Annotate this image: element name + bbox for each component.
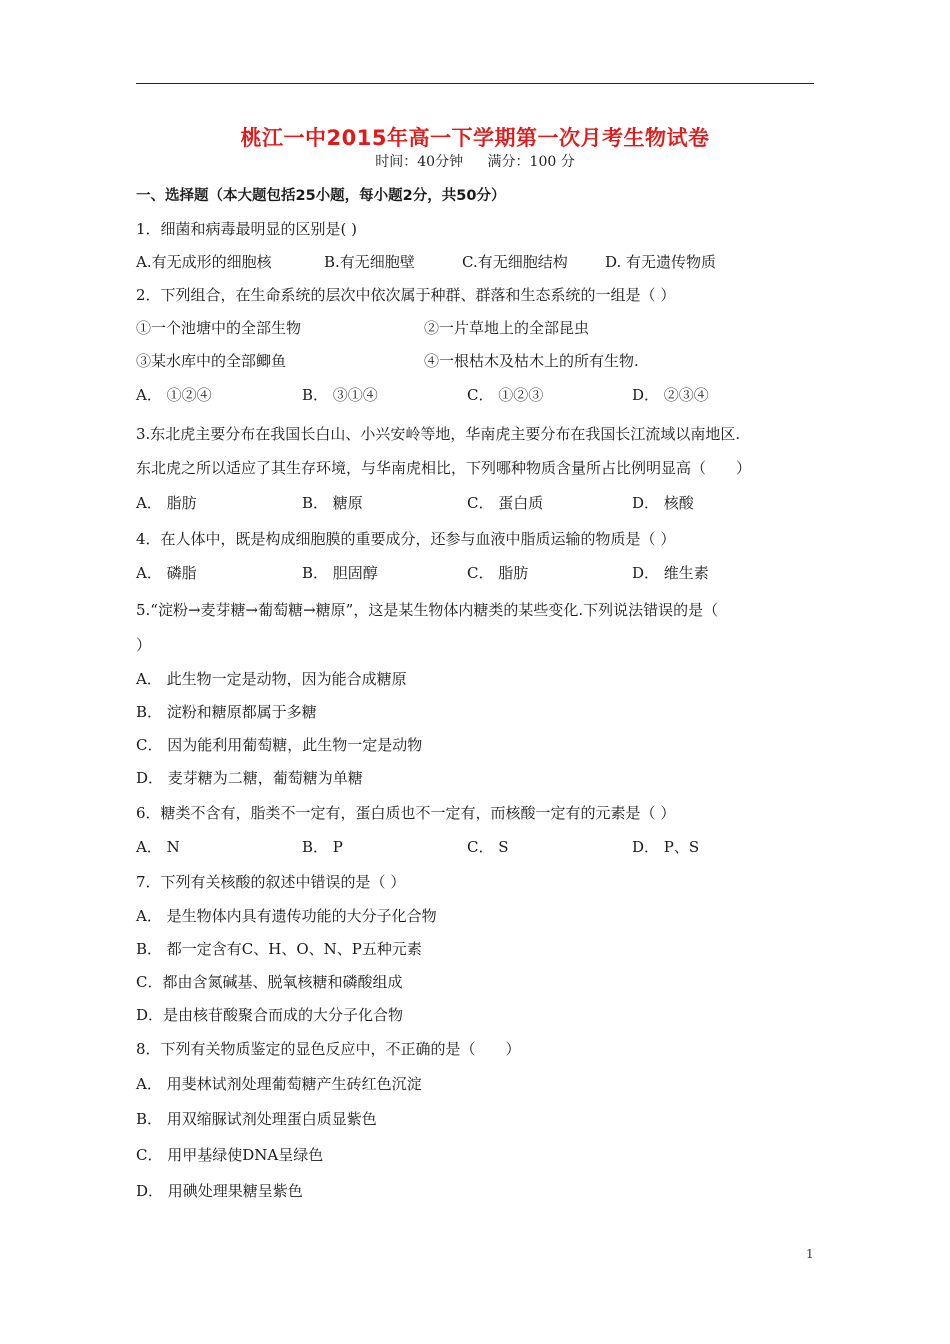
exam-time: 时间：40分钟 xyxy=(375,154,464,170)
question-4-option-d: D． 维生素 xyxy=(632,564,709,582)
question-6-option-a: A． N xyxy=(136,838,180,856)
question-2-stem: 2．下列组合，在生命系统的层次中依次属于种群、群落和生态系统的一组是（ ） xyxy=(136,286,676,304)
question-6-option-d: D． P、S xyxy=(632,838,700,856)
question-7-option-c: C．都由含氮碱基、脱氧核糖和磷酸组成 xyxy=(136,973,403,991)
question-6-stem: 6．糖类不含有，脂类不一定有，蛋白质也不一定有，而核酸一定有的元素是（ ） xyxy=(136,804,676,822)
question-5-stem-line-1: 5.“淀粉→麦芽糖→葡萄糖→糖原”，这是某生物体内糖类的某些变化.下列说法错误的是（ xyxy=(136,601,719,619)
exam-info xyxy=(0,151,950,171)
question-1-option-a: A.有无成形的细胞核 xyxy=(136,253,272,271)
question-8-option-d: D． 用碘处理果糖呈紫色 xyxy=(136,1182,303,1200)
question-7-stem: 7．下列有关核酸的叙述中错误的是（ ） xyxy=(136,873,406,891)
question-4-stem: 4．在人体中，既是构成细胞膜的重要成分，还参与血液中脂质运输的物质是（ ） xyxy=(136,530,676,548)
question-8-option-a: A． 用斐林试剂处理葡萄糖产生砖红色沉淀 xyxy=(136,1075,422,1093)
question-6-option-b: B． P xyxy=(302,838,343,856)
question-2-option-d: D． ②③④ xyxy=(632,386,709,404)
question-2-item-3: ③某水库中的全部鲫鱼 xyxy=(136,352,287,370)
question-8-option-b: B． 用双缩脲试剂处理蛋白质显紫色 xyxy=(136,1110,377,1128)
question-6-option-c: C． S xyxy=(467,838,509,856)
section-heading: 一、选择题（本大题包括25小题，每小题2分，共50分） xyxy=(136,188,506,204)
question-5-option-a: A． 此生物一定是动物，因为能合成糖原 xyxy=(136,670,407,688)
question-1-option-c: C.有无细胞结构 xyxy=(462,253,568,271)
question-5-stem-line-2: ） xyxy=(136,636,152,654)
question-4-option-a: A． 磷脂 xyxy=(136,564,197,582)
page-number: 1 xyxy=(806,1247,814,1261)
question-3-option-a: A． 脂肪 xyxy=(136,494,197,512)
question-8-stem: 8．下列有关物质鉴定的显色反应中，不正确的是（ ） xyxy=(136,1040,521,1058)
question-5-option-d: D． 麦芽糖为二糖，葡萄糖为单糖 xyxy=(136,769,363,787)
question-2-item-2: ②一片草地上的全部昆虫 xyxy=(424,319,590,337)
question-1-option-b: B.有无细胞壁 xyxy=(324,253,415,271)
exam-score: 满分：100 分 xyxy=(487,154,575,170)
question-5-option-b: B． 淀粉和糖原都属于多糖 xyxy=(136,703,317,721)
question-3-option-b: B． 糖原 xyxy=(302,494,363,512)
question-8-option-c: C． 用甲基绿使DNA呈绿色 xyxy=(136,1146,324,1164)
question-4-option-b: B． 胆固醇 xyxy=(302,564,378,582)
question-7-option-a: A． 是生物体内具有遗传功能的大分子化合物 xyxy=(136,907,437,925)
question-2-item-4: ④一根枯木及枯木上的所有生物. xyxy=(424,352,639,370)
question-3-option-d: D． 核酸 xyxy=(632,494,694,512)
question-2-option-a: A． ①②④ xyxy=(136,386,212,404)
question-2-option-b: B． ③①④ xyxy=(302,386,378,404)
question-1-stem: 1．细菌和病毒最明显的区别是( ) xyxy=(136,220,358,238)
header-rule xyxy=(136,83,814,84)
question-7-option-d: D．是由核苷酸聚合而成的大分子化合物 xyxy=(136,1006,404,1024)
question-4-option-c: C． 脂肪 xyxy=(467,564,529,582)
question-1-option-d: D. 有无遗传物质 xyxy=(605,253,717,271)
page-title: 桃江一中2015年高一下学期第一次月考生物试卷 xyxy=(240,126,710,150)
question-2-item-1: ①一个池塘中的全部生物 xyxy=(136,319,302,337)
question-3-option-c: C． 蛋白质 xyxy=(467,494,544,512)
question-5-option-c: C． 因为能利用葡萄糖，此生物一定是动物 xyxy=(136,736,423,754)
question-7-option-b: B． 都一定含有C、H、O、N、P五种元素 xyxy=(136,940,422,958)
question-3-stem-line-2: 东北虎之所以适应了其生存环境，与华南虎相比，下列哪种物质含量所占比例明显高（ ） xyxy=(136,459,752,477)
question-3-stem-line-1: 3.东北虎主要分布在我国长白山、小兴安岭等地，华南虎主要分布在我国长江流域以南地区. xyxy=(136,425,741,443)
question-2-option-c: C． ①②③ xyxy=(467,386,544,404)
